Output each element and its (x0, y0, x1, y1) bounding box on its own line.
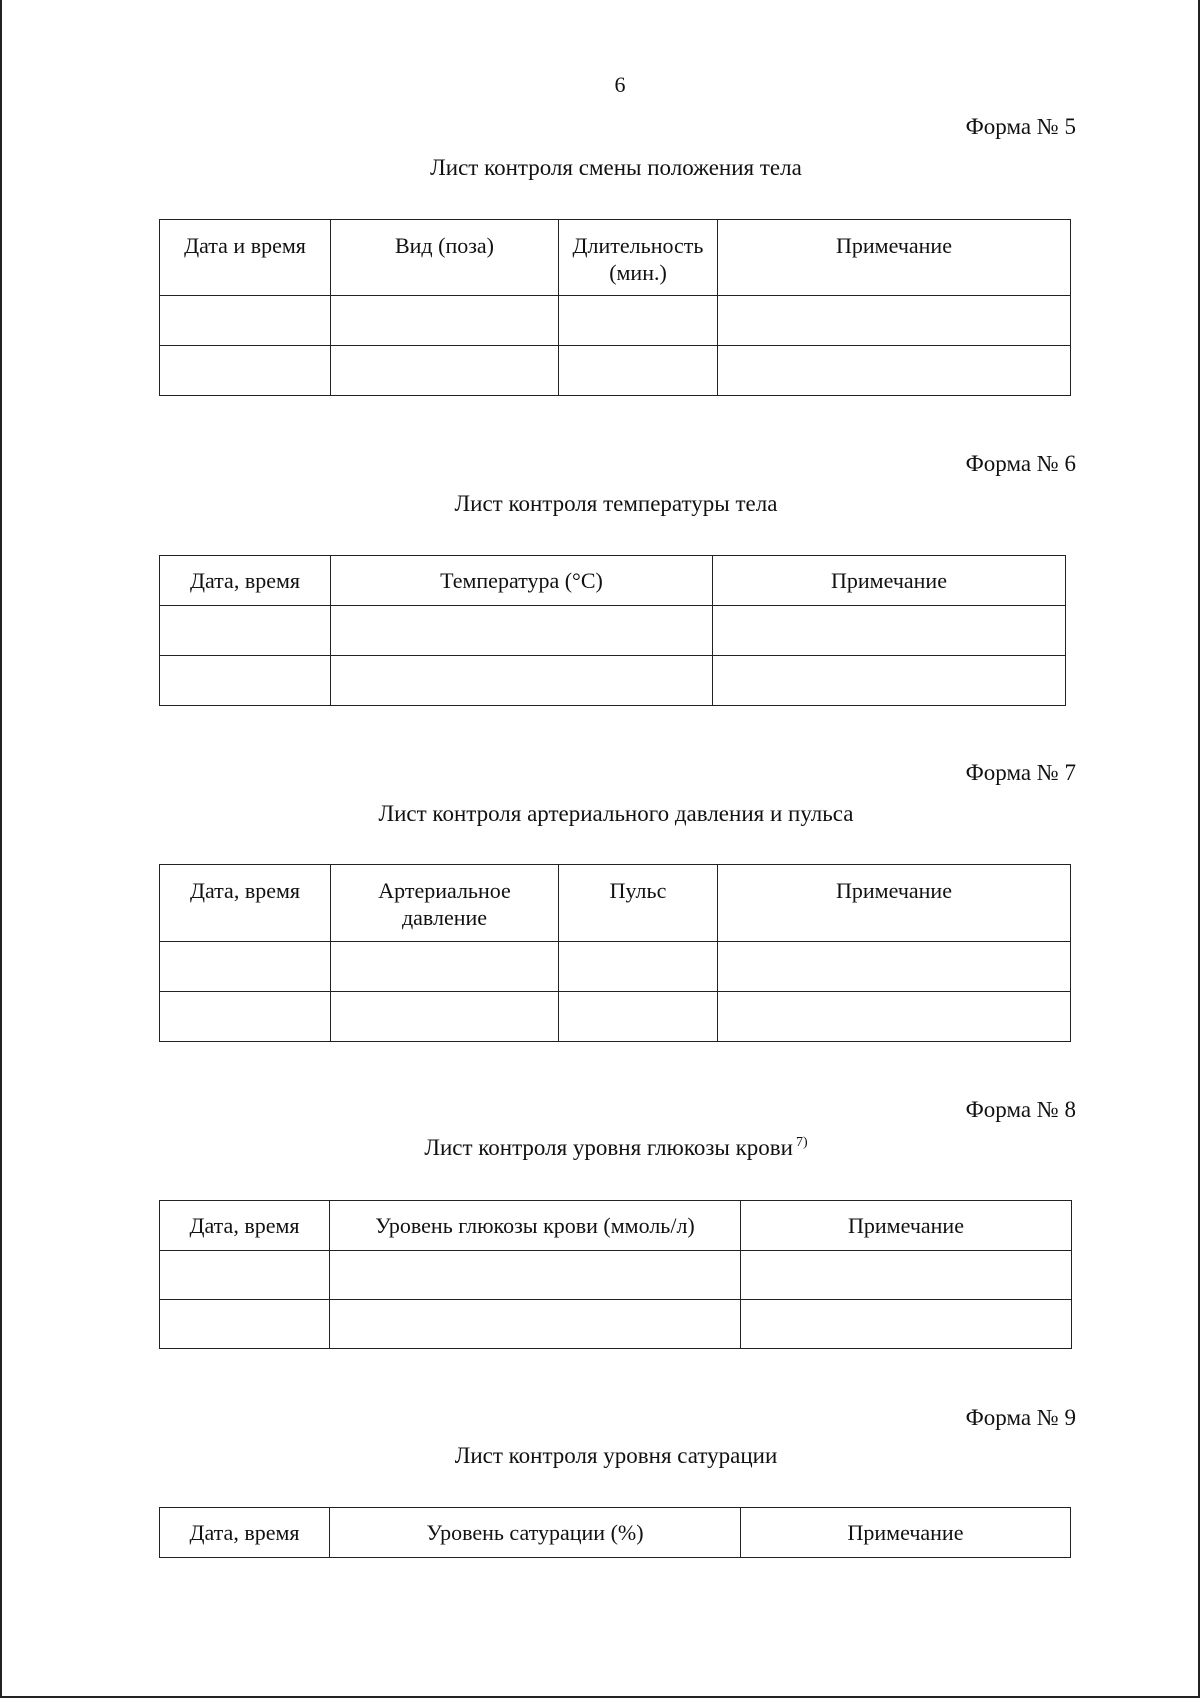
table-cell[interactable] (559, 346, 718, 396)
table-cell[interactable] (331, 656, 713, 706)
table-cell[interactable] (331, 942, 559, 992)
column-header: Длительность (мин.) (559, 220, 718, 296)
form-number-label: Форма № 8 (965, 1097, 1076, 1122)
form-title-text: Лист контроля смены положения тела (430, 155, 802, 180)
form-title (0, 155, 1200, 181)
table-row (160, 346, 1071, 396)
table-cell[interactable] (160, 346, 331, 396)
table-cell[interactable] (718, 296, 1071, 346)
table-row (160, 1251, 1072, 1300)
form-title-text: Лист контроля артериального давления и пульса (378, 801, 854, 826)
table-cell[interactable] (741, 1300, 1072, 1349)
table-cell[interactable] (713, 606, 1066, 656)
table-cell[interactable] (741, 1251, 1072, 1300)
column-header: Дата, время (160, 556, 331, 606)
table-cell[interactable] (713, 656, 1066, 706)
form-table (159, 555, 1066, 706)
footnote-marker: 7) (795, 1135, 808, 1151)
form-title-text: Лист контроля температуры тела (454, 491, 778, 516)
table-header-row (160, 865, 1071, 942)
column-header: Артериальное давление (331, 865, 559, 942)
table-cell[interactable] (331, 992, 559, 1042)
table-cell[interactable] (718, 992, 1071, 1042)
column-header: Дата и время (160, 220, 331, 296)
column-header: Дата, время (160, 1201, 330, 1251)
table-row (160, 992, 1071, 1042)
table-cell[interactable] (160, 606, 331, 656)
column-header: Уровень сатурации (%) (330, 1508, 741, 1558)
table-cell[interactable] (330, 1300, 741, 1349)
column-header: Пульс (559, 865, 718, 942)
form-table (159, 864, 1071, 1042)
table-cell[interactable] (160, 992, 331, 1042)
form-number-label: Форма № 7 (965, 760, 1076, 785)
table-row (160, 296, 1071, 346)
form-title-text: Лист контроля уровня сатурации (454, 1443, 778, 1468)
table-cell[interactable] (559, 942, 718, 992)
form-table (159, 1200, 1072, 1349)
form-title (0, 1135, 1200, 1161)
table-cell[interactable] (330, 1251, 741, 1300)
column-header: Примечание (741, 1201, 1072, 1251)
page-number: 6 (614, 72, 626, 97)
column-header: Примечание (718, 220, 1071, 296)
column-header: Дата, время (160, 1508, 330, 1558)
table-row (160, 656, 1066, 706)
table-row (160, 942, 1071, 992)
table-cell[interactable] (160, 1300, 330, 1349)
form-title-text: Лист контроля уровня глюкозы крови (424, 1135, 793, 1160)
column-header: Примечание (718, 865, 1071, 942)
form-title (0, 1443, 1200, 1469)
table-cell[interactable] (160, 1251, 330, 1300)
form-title (0, 801, 1200, 827)
table-cell[interactable] (160, 942, 331, 992)
column-header: Дата, время (160, 865, 331, 942)
table-header-row (160, 1201, 1072, 1251)
table-cell[interactable] (559, 296, 718, 346)
table-row (160, 1300, 1072, 1349)
column-header: Вид (поза) (331, 220, 559, 296)
form-title (0, 491, 1200, 517)
table-header-row (160, 556, 1066, 606)
form-table (159, 1507, 1071, 1558)
table-cell[interactable] (559, 992, 718, 1042)
table-cell[interactable] (331, 296, 559, 346)
table-cell[interactable] (160, 656, 331, 706)
table-header-row (160, 220, 1071, 296)
form-number-label: Форма № 6 (965, 451, 1076, 476)
table-cell[interactable] (160, 296, 331, 346)
table-cell[interactable] (718, 346, 1071, 396)
form-number-label: Форма № 5 (965, 114, 1076, 139)
table-header-row (160, 1508, 1071, 1558)
table-cell[interactable] (718, 942, 1071, 992)
column-header: Температура (°С) (331, 556, 713, 606)
column-header: Примечание (741, 1508, 1071, 1558)
table-cell[interactable] (331, 346, 559, 396)
form-table (159, 219, 1071, 396)
table-cell[interactable] (331, 606, 713, 656)
form-number-label: Форма № 9 (965, 1405, 1076, 1430)
column-header: Примечание (713, 556, 1066, 606)
table-row (160, 606, 1066, 656)
column-header: Уровень глюкозы крови (ммоль/л) (330, 1201, 741, 1251)
